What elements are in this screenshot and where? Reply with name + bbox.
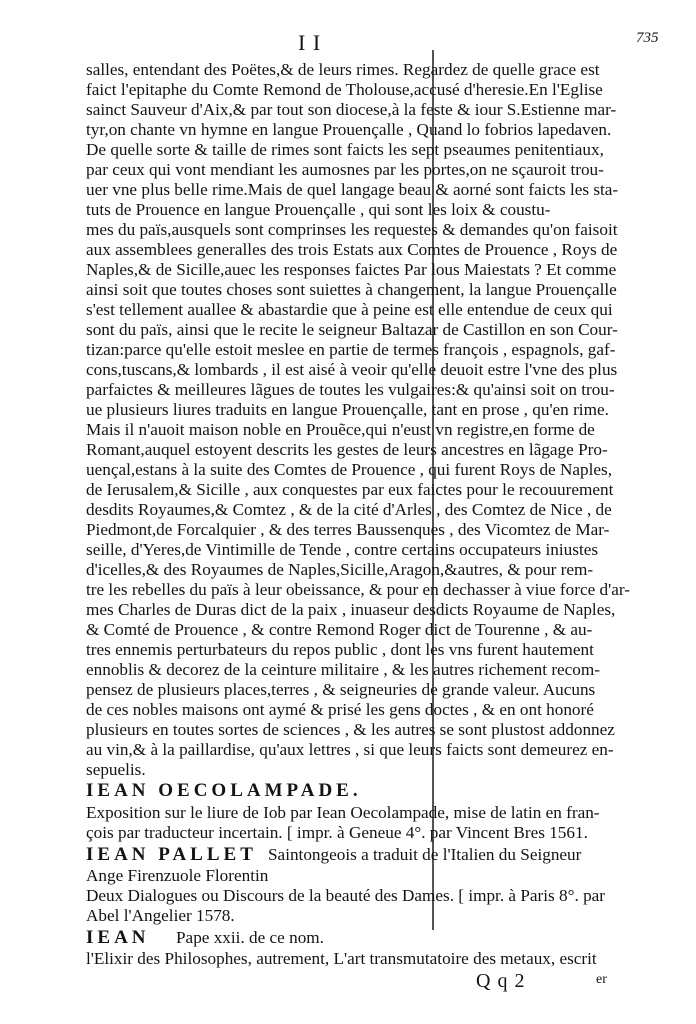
entry-line: Deux Dialogues ou Discours de la beauté des Dames. [ impr. à Paris 8°. par xyxy=(86,886,606,905)
text-line: ennoblis & decorez de la ceinture militaire , & les autres richement recom- xyxy=(86,660,600,679)
entry-heading-tail: Saintongeois a traduit de l'Italien du Seigneur xyxy=(268,845,582,864)
footer-catchword: er xyxy=(596,972,607,987)
text-line: sont du païs, ainsi que le recite le seigneur Baltazar de Castillon en son Cour- xyxy=(86,320,618,339)
text-line: faict l'epitaphe du Comte Remond de Tholouse,accusé d'heresie.En l'Eglise xyxy=(86,80,603,99)
text-line: de ces nobles maisons ont aymé & prisé les gens doctes , & en ont honoré xyxy=(86,700,594,719)
text-line: ainsi soit que toutes choses sont suiettes à changement, la langue Prouençalle xyxy=(86,280,617,299)
text-line: cons,tuscans,& lombards , il est aisé à veoir qu'elle deuoit estre l'vne des plus xyxy=(86,360,618,379)
text-line: uençal,estans à la suite des Comtes de Prouence , qui furent Roys de Naples, xyxy=(86,460,612,479)
text-line: seille, d'Yeres,de Vintimille de Tende , contre certains occupateurs iniustes xyxy=(86,540,599,559)
text-line: au vin,& à la paillardise, qu'aux lettres , si que leurs faicts sont demeurez en- xyxy=(86,740,614,759)
text-line: uer vne plus belle rime.Mais de quel langage beau & aorné sont faicts les sta- xyxy=(86,180,619,199)
text-line: tuts de Prouence en langue Prouençalle , qui sont les loix & coustu- xyxy=(86,200,551,219)
text-line: sainct Sauveur d'Aix,& par tout son diocese,à la feste & iour S.Estienne mar- xyxy=(86,100,617,119)
text-line: De quelle sorte & taille de rimes sont faicts les sept pseaumes penitentiaux, xyxy=(86,140,604,159)
entry-heading-tail: Pape xxii. de ce nom. xyxy=(176,928,324,947)
text-line: mes du païs,ausquels sont comprinses les requestes & demandes qu'on faisoit xyxy=(86,220,618,239)
text-line: Naples,& de Sicille,auec les responses faictes Par lous Maiestats ? Et comme xyxy=(86,260,617,279)
entry-line: Ange Firenzuole Florentin xyxy=(86,866,269,885)
text-line: mes Charles de Duras dict de la paix , inuaseur desdicts Royaume de Naples, xyxy=(86,600,616,619)
text-line: sepuelis. xyxy=(86,760,146,779)
text-line: s'est tellement auallee & abastardie que à peine est elle entendue de ceux qui xyxy=(86,300,613,319)
page-number: 735 xyxy=(636,30,659,46)
text-line: ue plusieurs liures traduits en langue Prouençalle, tant en prose , qu'en rime. xyxy=(86,400,609,419)
text-line: tre les rebelles du païs à leur obeissance, & pour en dechasser à viue force d'ar- xyxy=(86,580,630,599)
entry-heading: IEAN PALLET xyxy=(86,844,257,865)
text-line: Romant,auquel estoyent descrits les gestes de leurs ancestres en lãgage Pro- xyxy=(86,440,608,459)
text-line: tizan:parce qu'elle estoit meslee en partie de termes françois , espagnols, gaf- xyxy=(86,340,616,359)
text-line: Mais il n'auoit maison noble en Prouẽce,qui n'eust vn registre,en forme de xyxy=(86,420,595,439)
entry-heading: IEAN xyxy=(86,927,150,948)
text-line: aux assemblees generalles des trois Estats aux Comtes de Prouence , Roys de xyxy=(86,240,618,259)
text-line: de Ierusalem,& Sicille , aux conquestes par eux faictes pour le recouurement xyxy=(86,480,614,499)
entry-line: Abel l'Angelier 1578. xyxy=(86,906,235,925)
entry-line: l'Elixir des Philosophes, autrement, L'art transmutatoire des metaux, escrit xyxy=(86,949,597,968)
text-line: desdits Royaumes,& Comtez , & de la cité d'Arles , des Comtez de Nice , de xyxy=(86,500,612,519)
text-line: tyr,on chante vn hymne en langue Prouençalle , Quand lo fobrios lapedaven. xyxy=(86,120,612,139)
text-line: parfaictes & meilleures lãgues de toutes les vulgaires:& qu'ainsi soit on trou- xyxy=(86,380,615,399)
text-line: & Comté de Prouence , & contre Remond Roger dict de Tourenne , & au- xyxy=(86,620,593,639)
entry-line: Exposition sur le liure de Iob par Iean Oecolampade, mise de latin en fran- xyxy=(86,803,600,822)
text-line: Piedmont,de Forcalquier , & des terres Baussenques , des Vicomtez de Mar- xyxy=(86,520,610,539)
text-line: par ceux qui vont mendiant les aumosnes par les portes,on ne sçauroit trou- xyxy=(86,160,604,179)
footer-signature: Q q 2 xyxy=(476,970,526,992)
text-line: d'icelles,& des Royaumes de Naples,Sicille,Aragon,&autres, & pour rem- xyxy=(86,560,594,579)
text-line: salles, entendant des Poëtes,& de leurs rimes. Regardez de quelle grace est xyxy=(86,60,600,79)
text-line: tres ennemis perturbateurs du repos public , dont les vns furent hautement xyxy=(86,640,594,659)
header-signature: I I xyxy=(298,30,322,55)
text-line: plusieurs en toutes sortes de sciences , & les autres se sont plustost addonnez xyxy=(86,720,615,739)
text-line: pensez de plusieurs places,terres , & seigneuries de grande valeur. Aucuns xyxy=(86,680,596,699)
entry-line: çois par traducteur incertain. [ impr. à Geneue 4°. par Vincent Bres 1561. xyxy=(86,823,588,842)
entry-heading: IEAN OECOLAMPADE. xyxy=(86,780,362,801)
